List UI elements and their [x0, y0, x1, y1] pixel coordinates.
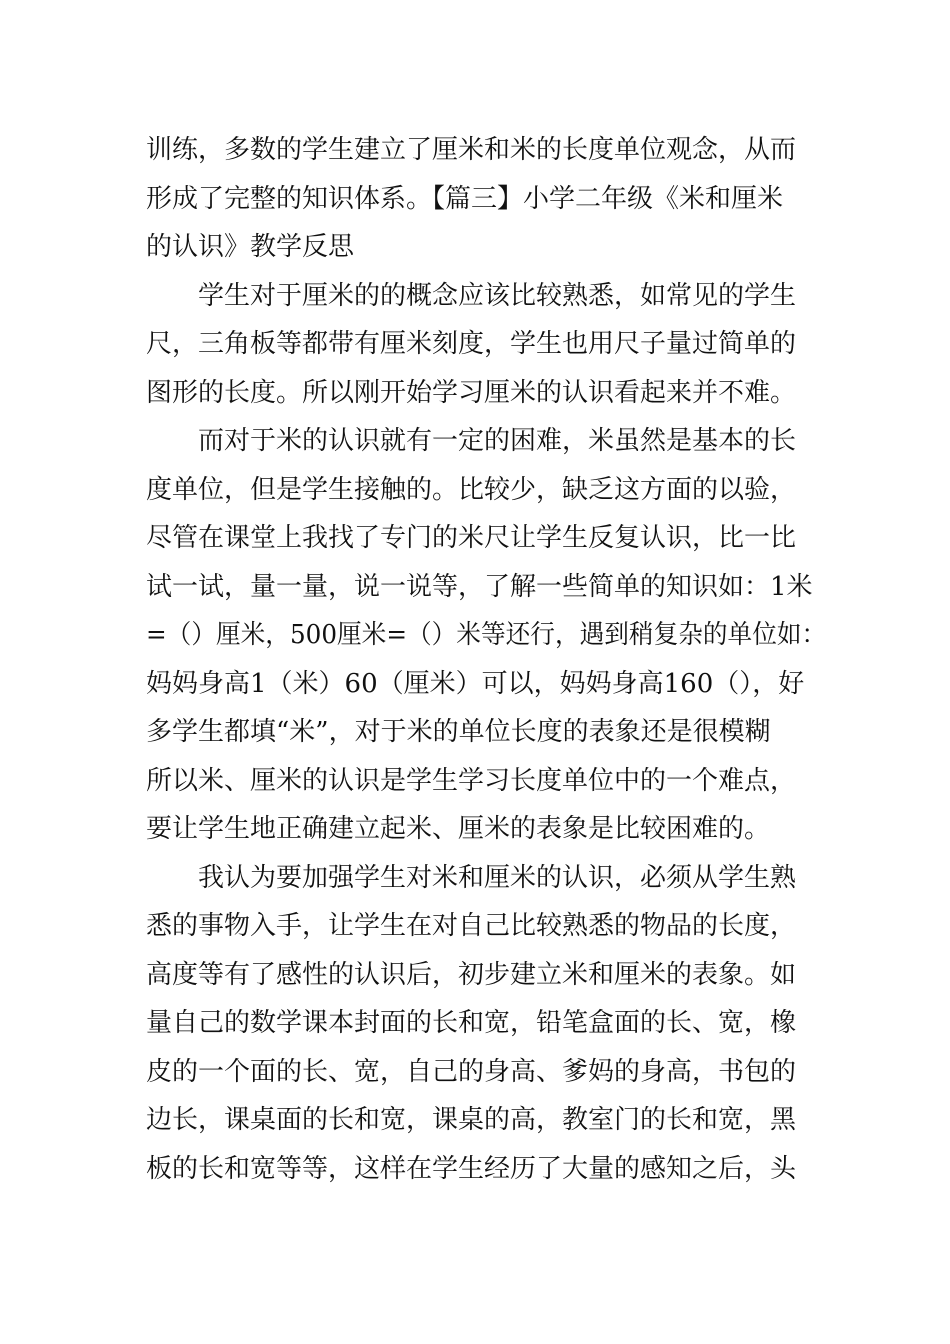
text-line: 训练，多数的学生建立了厘米和米的长度单位观念，从而	[146, 135, 797, 165]
text-line: 要让学生地正确建立起米、厘米的表象是比较困难的。	[146, 814, 771, 844]
text-line: =（）厘米，500厘米=（）米等还行，遇到稍复杂的单位如：	[146, 620, 827, 650]
text-line: 高度等有了感性的认识后，初步建立米和厘米的表象。如	[146, 959, 797, 990]
text-line: 板的长和宽等等，这样在学生经历了大量的感知之后，头	[146, 1153, 797, 1184]
text-line: 皮的一个面的长、宽，自己的身高、爹妈的身高，书包的	[146, 1056, 797, 1087]
text-line: 妈妈身高1（米）60（厘米）可以，妈妈身高160（），好	[146, 668, 805, 699]
text-line: 学生对于厘米的的概念应该比较熟悉，如常见的学生	[146, 280, 797, 311]
text-line: 尺，三角板等都带有厘米刻度，学生也用尺子量过简单的	[146, 329, 797, 359]
text-line: 尽管在课堂上我找了专门的米尺让学生反复认识，比一比	[146, 523, 797, 553]
text-line: 而对于米的认识就有一定的困难，米虽然是基本的长	[146, 426, 797, 456]
paragraph	[146, 272, 826, 418]
text-line: 量自己的数学课本封面的长和宽，铅笔盒面的长、宽，橡	[146, 1008, 797, 1038]
text-line: 的认识》教学反思	[146, 232, 355, 262]
text-line: 形成了完整的知识体系。【篇三】小学二年级《米和厘米	[146, 183, 784, 214]
text-line: 图形的长度。所以刚开始学习厘米的认识看起来并不难。	[146, 377, 797, 408]
text-line: 我认为要加强学生对米和厘米的认识，必须从学生熟	[146, 862, 797, 893]
paragraph	[146, 854, 826, 1194]
text-line: 多学生都填“米”，对于米的单位长度的表象还是很模糊	[146, 717, 771, 747]
text-line: 所以米、厘米的认识是学生学习长度单位中的一个难点，	[146, 765, 797, 796]
paragraph	[146, 417, 826, 854]
body-text	[146, 126, 826, 1193]
text-line: 边长，课桌面的长和宽，课桌的高，教室门的长和宽，黑	[146, 1105, 797, 1135]
text-line: 度单位，但是学生接触的。比较少，缺乏这方面的以验，	[146, 474, 797, 505]
text-line: 试一试，量一量，说一说等，了解一些简单的知识如：1米	[146, 571, 813, 602]
text-line: 悉的事物入手，让学生在对自己比较熟悉的物品的长度，	[146, 911, 797, 941]
paragraph	[146, 126, 826, 272]
